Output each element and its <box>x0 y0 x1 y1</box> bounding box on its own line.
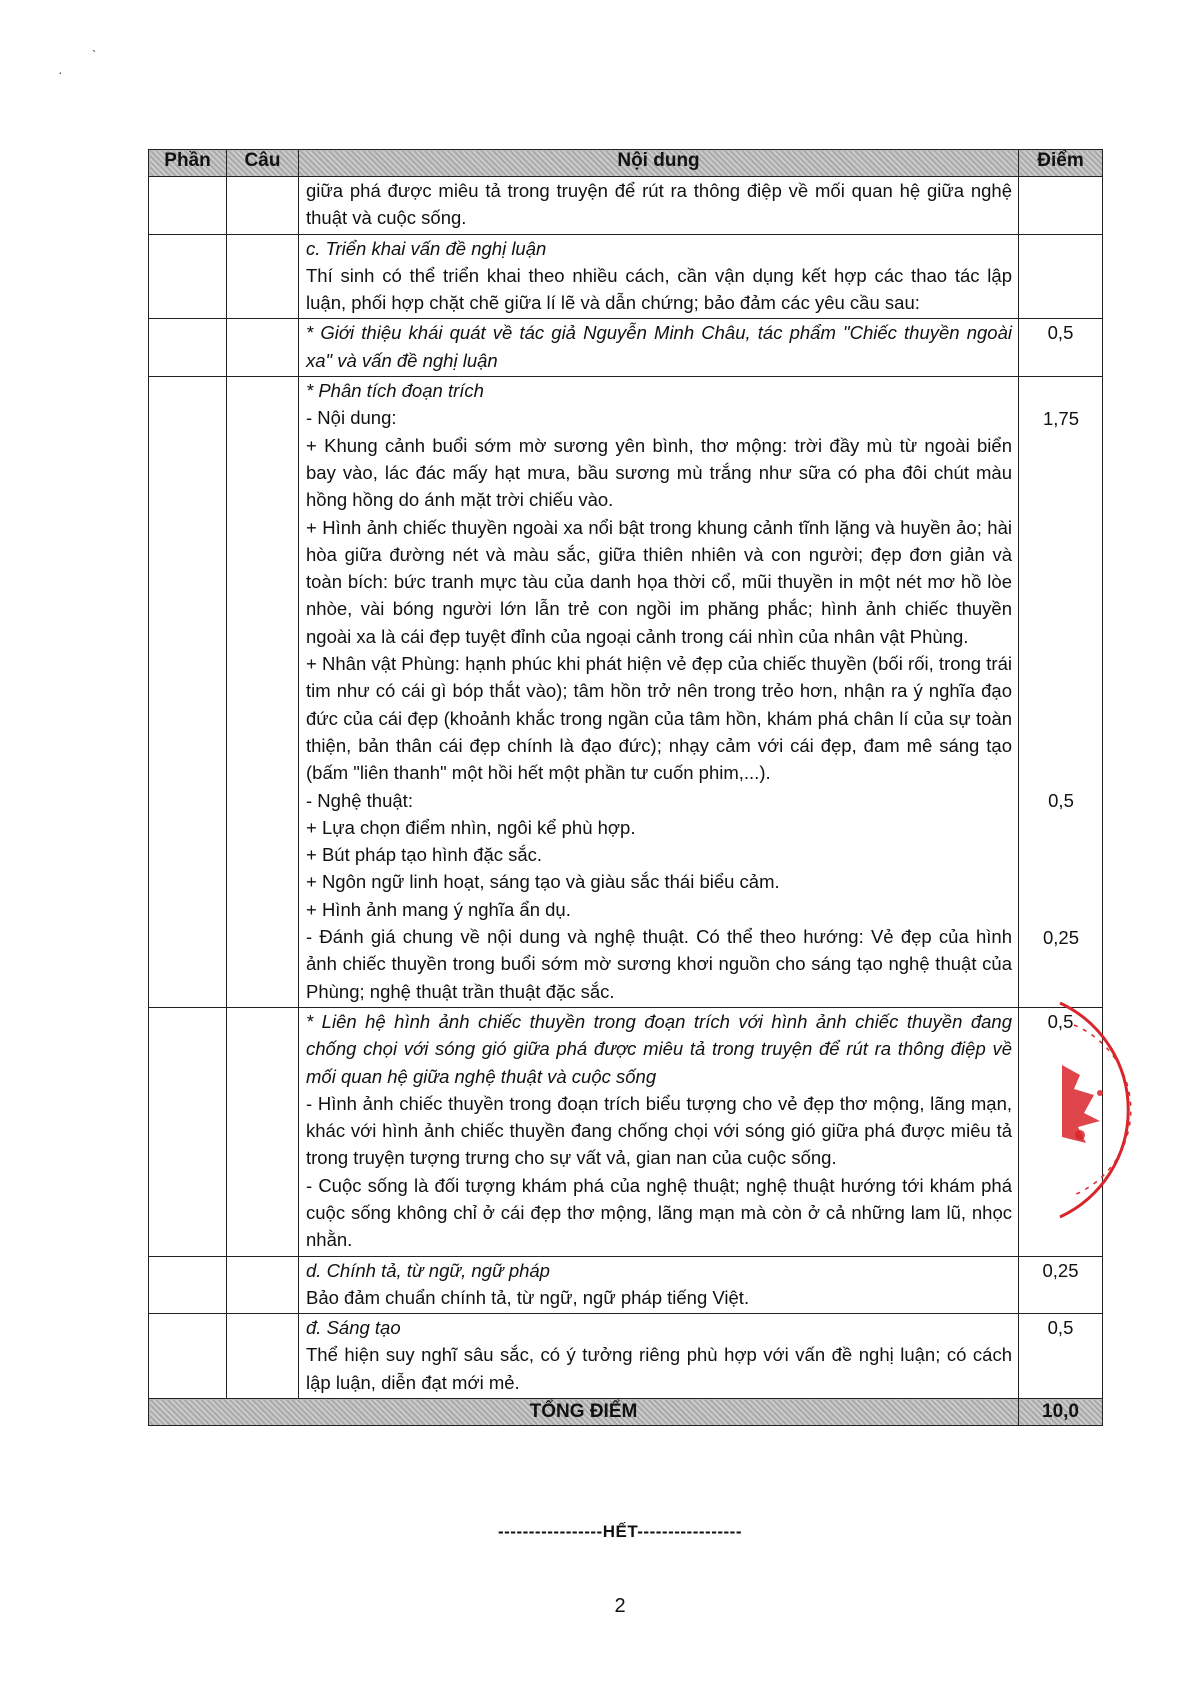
cell-noi-dung <box>299 1007 1019 1256</box>
content-line: - Nghệ thuật: <box>306 789 413 811</box>
cell-diem <box>1019 1007 1103 1256</box>
content-line: + Hình ảnh mang ý nghĩa ẩn dụ. <box>306 898 571 920</box>
cell-diem <box>1019 1314 1103 1399</box>
cell-diem <box>1019 377 1103 1008</box>
table-header-row <box>149 150 1103 177</box>
content-line: + Nhân vật Phùng: hạnh phúc khi phát hiện vẻ đẹp của chiếc thuyền (bối rối, trong trái tim như có cái gì bóp thắt vào); tâm hồn trở nên trong trẻo hơn, nhận ra ý nghĩa đạo đức của cái đẹp (khoảnh khắc trong ngần của tâm hồn, khám phá chân lí của sự toàn thiện, bản thân cái đẹp chính là đạo đức); nhạy cảm với cái đẹp, đam mê sáng tạo (bấm "liên thanh" một hồi hết một phần tư cuốn phim,...). <box>306 653 1012 784</box>
content-line: Bảo đảm chuẩn chính tả, từ ngữ, ngữ pháp tiếng Việt. <box>306 1286 750 1308</box>
cell-diem <box>1019 319 1103 377</box>
table-row <box>149 1007 1103 1256</box>
content-line: Thể hiện suy nghĩ sâu sắc, có ý tưởng riêng phù hợp với vấn đề nghị luận; có cách lập luận, diễn đạt mới mẻ. <box>306 1344 1012 1393</box>
section-heading: * Liên hệ hình ảnh chiếc thuyền trong đoạn trích với hình ảnh chiếc thuyền đang chống chọi với sóng gió giữa phá được miêu tả trong truyện để rút ra thông điệp về mối quan hệ giữa nghệ thuật và cuộc sống <box>306 1010 1012 1087</box>
cell-phan <box>149 319 227 377</box>
table-row <box>149 234 1103 319</box>
content-line: + Bút pháp tạo hình đặc sắc. <box>306 844 543 866</box>
content-line: + Khung cảnh buổi sớm mờ sương yên bình, thơ mộng: trời đầy mù từ ngoài biển bay vào, lác đác mấy hạt mưa, bầu sương mù trắng như sữa có pha đôi chút màu hồng hồng do ánh mặt trời chiếu vào. <box>306 434 1012 511</box>
section-heading: * Giới thiệu khái quát về tác giả Nguyễn Minh Châu, tác phẩm "Chiếc thuyền ngoài xa" và vấn đề nghị luận <box>306 322 1012 371</box>
content-line: giữa phá được miêu tả trong truyện để rút ra thông điệp về mối quan hệ giữa nghệ thuật và cuộc sống. <box>306 180 1012 229</box>
cell-noi-dung <box>299 1256 1019 1314</box>
content-line: + Ngôn ngữ linh hoạt, sáng tạo và giàu sắc thái biểu cảm. <box>306 871 780 893</box>
cell-phan <box>149 177 227 235</box>
table-row <box>149 1256 1103 1314</box>
score-value: 0,5 <box>1048 790 1074 812</box>
cell-noi-dung <box>299 234 1019 319</box>
table-row <box>149 377 1103 1008</box>
content-line: - Cuộc sống là đối tượng khám phá của nghệ thuật; nghệ thuật hướng tới khám phá cuộc sống không chỉ ở cái đẹp thơ mộng, lãng mạn mà còn ở cả những lam lũ, nhọc nhằn. <box>306 1174 1012 1251</box>
end-marker: -----------------HẾT----------------- <box>497 1522 743 1541</box>
section-heading: đ. Sáng tạo <box>306 1317 401 1339</box>
scan-mark: ˎ <box>92 36 97 52</box>
header-noi-dung: Nội dung <box>299 150 1019 177</box>
cell-noi-dung <box>299 1314 1019 1399</box>
score-value: 0,5 <box>1047 322 1074 344</box>
cell-diem <box>1019 234 1103 319</box>
total-row <box>149 1399 1103 1426</box>
table-row <box>149 319 1103 377</box>
cell-cau <box>227 1007 299 1256</box>
cell-noi-dung <box>299 377 1019 1008</box>
header-phan: Phần <box>149 150 227 177</box>
table-row <box>149 1314 1103 1399</box>
table-row <box>149 177 1103 235</box>
content-line: + Lựa chọn điểm nhìn, ngôi kể phù hợp. <box>306 816 636 838</box>
section-heading: * Phân tích đoạn trích <box>306 380 484 402</box>
score-value: 1,75 <box>1042 407 1079 429</box>
cell-phan <box>149 1007 227 1256</box>
page-number: 2 <box>614 1595 626 1617</box>
content-line: Thí sinh có thể triển khai theo nhiều cách, cần vận dụng kết hợp các thao tác lập luận, phối hợp chặt chẽ giữa lí lẽ và dẫn chứng; bảo đảm các yêu cầu sau: <box>306 264 1012 314</box>
cell-cau <box>227 1314 299 1399</box>
cell-phan <box>149 234 227 319</box>
cell-phan <box>149 1256 227 1314</box>
cell-diem <box>1019 1256 1103 1314</box>
score-value: 0,25 <box>1042 1259 1079 1281</box>
cell-noi-dung <box>299 177 1019 235</box>
section-heading: c. Triển khai vấn đề nghị luận <box>306 237 547 259</box>
cell-cau <box>227 377 299 1008</box>
header-cau: Câu <box>227 150 299 177</box>
cell-cau <box>227 1256 299 1314</box>
cell-phan <box>149 1314 227 1399</box>
cell-diem <box>1019 177 1103 235</box>
content-line: - Nội dung: <box>306 407 397 429</box>
content-line: - Hình ảnh chiếc thuyền trong đoạn trích biểu tượng cho vẻ đẹp thơ mộng, lãng mạn, khác với hình ảnh chiếc thuyền đang chống chọi với sóng gió giữa phá được miêu tả trong truyện tượng trưng cho sự vất vả, gian nan của cuộc sống. <box>306 1092 1012 1169</box>
score-value: 0,5 <box>1047 1317 1074 1339</box>
cell-cau <box>227 177 299 235</box>
section-heading: d. Chính tả, từ ngữ, ngữ pháp <box>306 1259 550 1281</box>
cell-cau <box>227 319 299 377</box>
content-line: - Đánh giá chung về nội dung và nghệ thuật. Có thể theo hướng: Vẻ đẹp của hình ảnh chiếc thuyền trong buổi sớm mờ sương khơi nguồn cho sáng tạo nghệ thuật của Phùng; nghệ thuật trần thuật đặc sắc. <box>306 926 1012 1002</box>
content-line: + Hình ảnh chiếc thuyền ngoài xa nổi bật trong khung cảnh tĩnh lặng và huyền ảo; hài hòa giữa đường nét và màu sắc, giữa thiên nhiên và con người; đẹp đơn giản và toàn bích: bức tranh mực tàu của danh họa thời cổ, mũi thuyền in một nét mơ hồ lòe nhòe, vài bóng người lớn lẫn trẻ con ngồi im phăng phắc; hình ảnh chiếc thuyền ngoài xa là cái đẹp tuyệt đỉnh của ngoại cảnh trong cái nhìn của nhân vật Phùng. <box>306 516 1012 647</box>
cell-phan <box>149 377 227 1008</box>
total-label: TỔNG ĐIỂM <box>149 1399 1019 1426</box>
header-diem: Điểm <box>1019 150 1103 177</box>
score-value: 0,5 <box>1047 1010 1074 1032</box>
score-value: 0,25 <box>1042 926 1079 948</box>
grading-table <box>148 149 1103 1426</box>
scan-mark: · <box>58 64 63 80</box>
cell-noi-dung <box>299 319 1019 377</box>
total-value: 10,0 <box>1019 1399 1103 1426</box>
cell-cau <box>227 234 299 319</box>
